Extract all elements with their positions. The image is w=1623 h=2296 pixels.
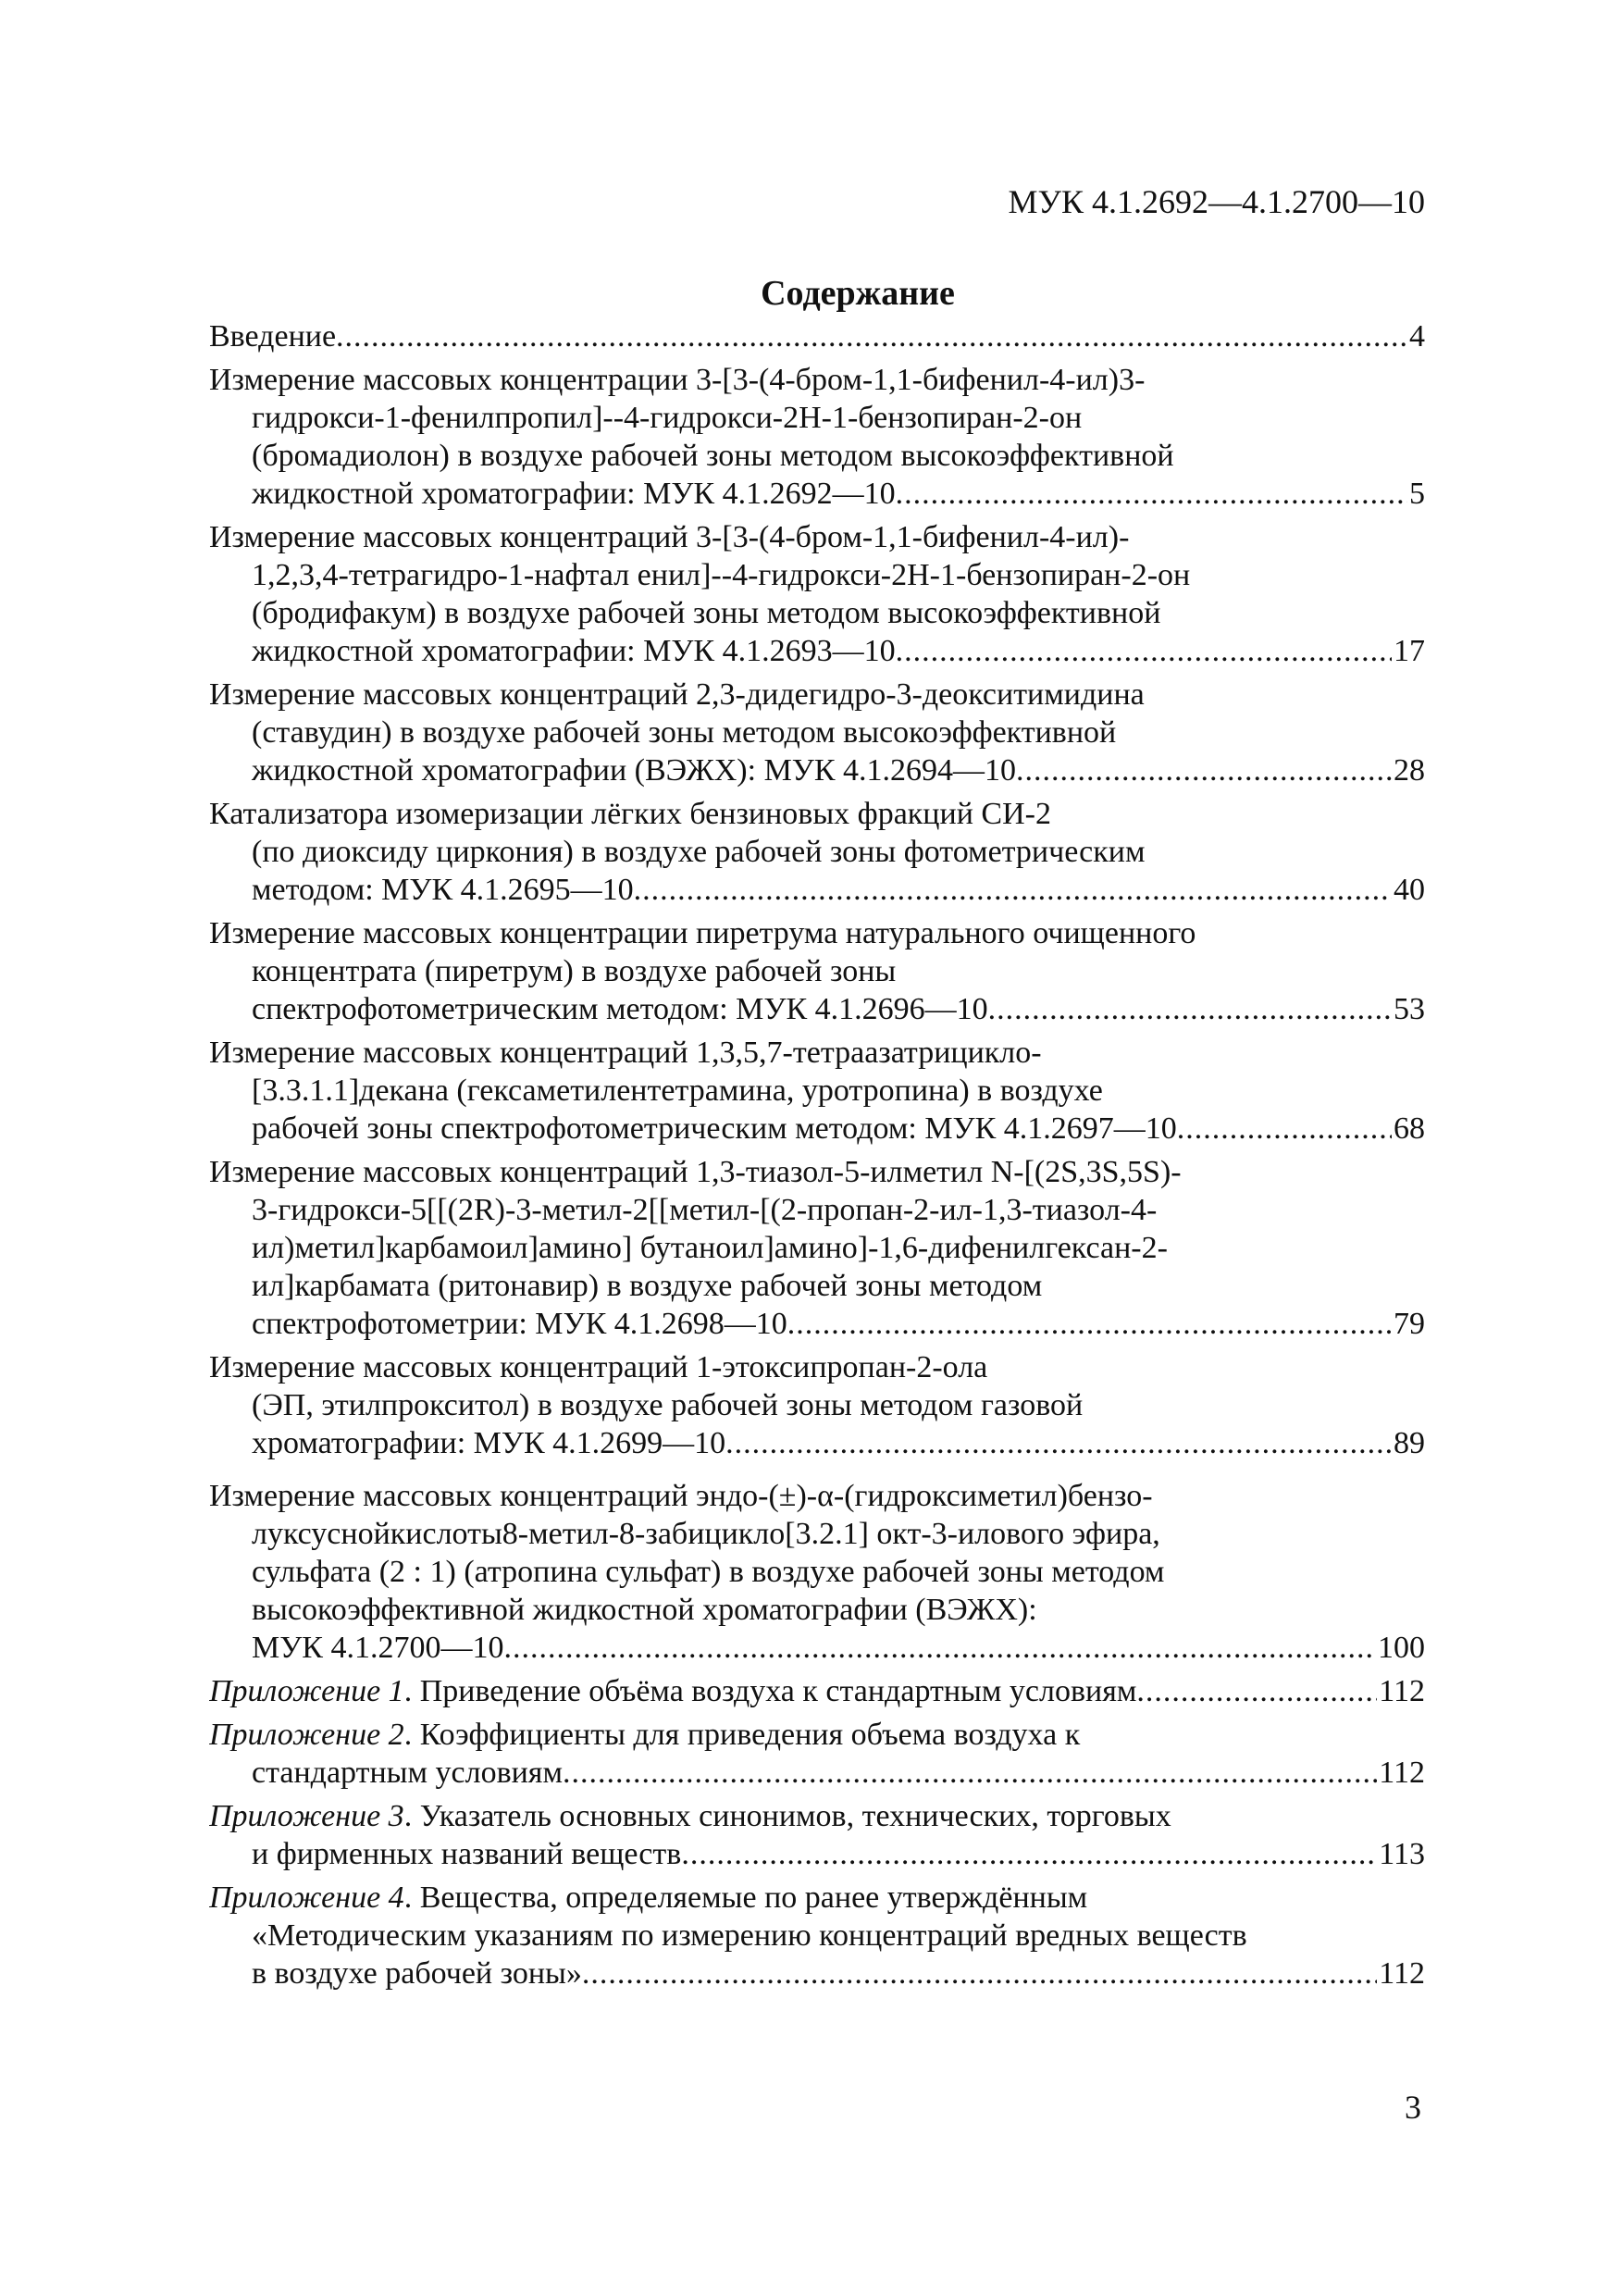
toc-entry-line: ил]карбамата (ритонавир) в воздухе рабочей зоны методом (252, 1269, 1043, 1303)
page-number: 3 (1405, 2089, 1421, 2126)
toc-page-number: 53 (1394, 992, 1425, 1026)
toc-entry-line (209, 1716, 1425, 1754)
toc-entry-line: концентрата (пиретрум) в воздухе рабочей зоны (252, 954, 897, 988)
toc-page-number: 5 (1409, 477, 1425, 511)
appendix-label: Приложение 4 (209, 1880, 404, 1915)
leader-dots (988, 990, 1392, 1028)
appendix-title: . Вещества, определяемые по ранее утверждённым (403, 1880, 1088, 1915)
toc-entry-hexamine[interactable] (209, 1034, 1425, 1148)
toc-entry-catalyst[interactable] (209, 795, 1425, 909)
leader-dots (896, 632, 1392, 670)
toc-appendix-4[interactable] (209, 1879, 1425, 1992)
toc-page-number: 100 (1378, 1631, 1425, 1665)
toc-entry-line: высокоэффективной жидкостной хроматографии (ВЭЖХ): (252, 1593, 1037, 1627)
appendix-title: . Коэффициенты для приведения объема воздуха к (403, 1718, 1081, 1752)
toc-page-number: 28 (1394, 753, 1425, 788)
table-of-contents (209, 317, 1425, 1992)
leader-dots (582, 1955, 1377, 1992)
leader-dots (1136, 1672, 1377, 1710)
toc-page-number: 4 (1409, 319, 1425, 354)
toc-entry-line: (бромадиолон) в воздухе рабочей зоны методом высокоэффективной (252, 439, 1174, 473)
toc-entry-line: сульфата (2 : 1) (атропина сульфат) в воздухе рабочей зоны методом (252, 1555, 1165, 1589)
toc-appendix-1[interactable] (209, 1672, 1425, 1710)
toc-page-number: 112 (1379, 1756, 1425, 1790)
toc-entry-line: стандартным условиям (252, 1756, 563, 1790)
toc-entry-brodifacoum[interactable] (209, 518, 1425, 670)
toc-entry-line: Измерение массовых концентраций 1,3-тиазол-5-илметил N-[(2S,3S,5S)- (209, 1155, 1182, 1189)
toc-entry-line: (ЭП, этилпрокситол) в воздухе рабочей зоны методом газовой (252, 1388, 1084, 1422)
leader-dots (503, 1629, 1376, 1667)
appendix-label: Приложение 2 (209, 1718, 404, 1752)
toc-entry-stavudine[interactable] (209, 676, 1425, 789)
toc-entry-line: [3.3.1.1]декана (гексаметилентетрамина, уротропина) в воздухе (252, 1074, 1103, 1108)
toc-entry-line: Измерение массовых концентраций 1-этоксипропан-2-ола (209, 1350, 988, 1384)
toc-appendix-3[interactable] (209, 1797, 1425, 1873)
toc-entry-line: Измерение массовых концентраций 2,3-дидегидро-3-деокситимидина (209, 677, 1145, 712)
toc-entry-line: рабочей зоны спектрофотометрическим методом: МУК 4.1.2697—10 (252, 1111, 1177, 1146)
toc-page-number: 113 (1379, 1837, 1425, 1871)
appendix-title: . Приведение объёма воздуха к стандартным условиям (403, 1674, 1137, 1708)
toc-entry-line: ил)метил]карбамоил]амино] бутаноил]амино]-1,6-дифенилгексан-2- (252, 1231, 1168, 1265)
toc-page-number: 40 (1394, 873, 1425, 907)
toc-entry-atropine[interactable] (209, 1477, 1425, 1667)
toc-entry-line: 3-гидрокси-5[[(2R)-3-метил-2[[метил-[(2-пропан-2-ил-1,3-тиазол-4- (252, 1193, 1158, 1227)
toc-page-number: 112 (1379, 1956, 1425, 1991)
toc-entry-line (209, 1879, 1425, 1917)
toc-appendix-2[interactable] (209, 1716, 1425, 1792)
leader-dots (896, 475, 1407, 513)
toc-entry-line: хроматографии: МУК 4.1.2699—10 (252, 1426, 726, 1460)
toc-entry-line: (ставудин) в воздухе рабочей зоны методом высокоэффективной (252, 715, 1117, 750)
leader-dots (563, 1754, 1377, 1792)
toc-entry-line: Измерение массовых концентрации 3-[3-(4-бром-1,1-бифенил-4-ил)3- (209, 363, 1146, 397)
toc-entry-line: МУК 4.1.2700—10 (252, 1631, 504, 1665)
toc-entry-introduction[interactable] (209, 317, 1425, 355)
toc-entry-line: спектрофотометрии: МУК 4.1.2698—10 (252, 1307, 787, 1341)
toc-entry-line: Измерение массовых концентраций эндо-(±)-α-(гидроксиметил)бензо- (209, 1479, 1153, 1513)
toc-entry-line: жидкостной хроматографии (ВЭЖХ): МУК 4.1.2694—10 (252, 753, 1017, 788)
toc-entry-line: жидкостной хроматографии: МУК 4.1.2693—10 (252, 634, 896, 668)
toc-entry-title: Введение (209, 319, 337, 354)
toc-entry-line: луксуснойкислоты8-метил-8-забицикло[3.2.1] окт-3-илового эфира, (252, 1517, 1160, 1551)
toc-entry-line (209, 1797, 1425, 1835)
toc-page-number: 68 (1394, 1111, 1425, 1146)
toc-entry-line: 1,2,3,4-тетрагидро-1-нафтал енил]--4-гидрокси-2Н-1-бензопиран-2-он (252, 558, 1191, 592)
leader-dots (725, 1424, 1392, 1462)
toc-entry-ethoxypropanol[interactable] (209, 1348, 1425, 1462)
toc-entry-bromadiolone[interactable] (209, 361, 1425, 513)
toc-entry-line: Измерение массовых концентрации пиретрума натурального очищенного (209, 916, 1196, 950)
toc-entry-line: жидкостной хроматографии: МУК 4.1.2692—10 (252, 477, 896, 511)
toc-entry-line: Измерение массовых концентраций 1,3,5,7-тетраазатрицикло- (209, 1036, 1042, 1070)
appendix-label: Приложение 3 (209, 1799, 404, 1833)
leader-dots (1016, 751, 1392, 789)
toc-entry-line: спектрофотометрическим методом: МУК 4.1.2696—10 (252, 992, 988, 1026)
leader-dots (681, 1835, 1377, 1873)
leader-dots (1177, 1110, 1392, 1148)
toc-entry-line: в воздухе рабочей зоны» (252, 1956, 582, 1991)
toc-entry-ritonavir[interactable] (209, 1153, 1425, 1343)
toc-entry-line: (бродифакум) в воздухе рабочей зоны методом высокоэффективной (252, 596, 1161, 630)
toc-entry-line: гидрокси-1-фенилпропил]--4-гидрокси-2Н-1-бензопиран-2-он (252, 401, 1083, 435)
document-code: МУК 4.1.2692—4.1.2700—10 (1008, 183, 1425, 220)
toc-title: Содержание (761, 274, 955, 313)
appendix-label: Приложение 1 (209, 1674, 404, 1708)
toc-entry-line: Измерение массовых концентраций 3-[3-(4-бром-1,1-бифенил-4-ил)- (209, 520, 1130, 554)
leader-dots (336, 317, 1407, 355)
toc-page-number: 112 (1379, 1674, 1425, 1708)
toc-entry-line: методом: МУК 4.1.2695—10 (252, 873, 634, 907)
leader-dots (634, 871, 1392, 909)
toc-page-number: 79 (1394, 1307, 1425, 1341)
appendix-title: . Указатель основных синонимов, технических, торговых (403, 1799, 1171, 1833)
toc-page-number: 17 (1394, 634, 1425, 668)
toc-entry-line: «Методическим указаниям по измерению концентраций вредных веществ (252, 1918, 1247, 1953)
toc-page-number: 89 (1394, 1426, 1425, 1460)
toc-entry-pyrethrum[interactable] (209, 914, 1425, 1028)
toc-entry-line: и фирменных названий веществ (252, 1837, 682, 1871)
toc-entry-line: Катализатора изомеризации лёгких бензиновых фракций СИ-2 (209, 797, 1051, 831)
toc-entry-line (209, 1672, 1136, 1710)
toc-entry-line: (по диоксиду циркония) в воздухе рабочей зоны фотометрическим (252, 835, 1146, 869)
leader-dots (787, 1305, 1392, 1343)
